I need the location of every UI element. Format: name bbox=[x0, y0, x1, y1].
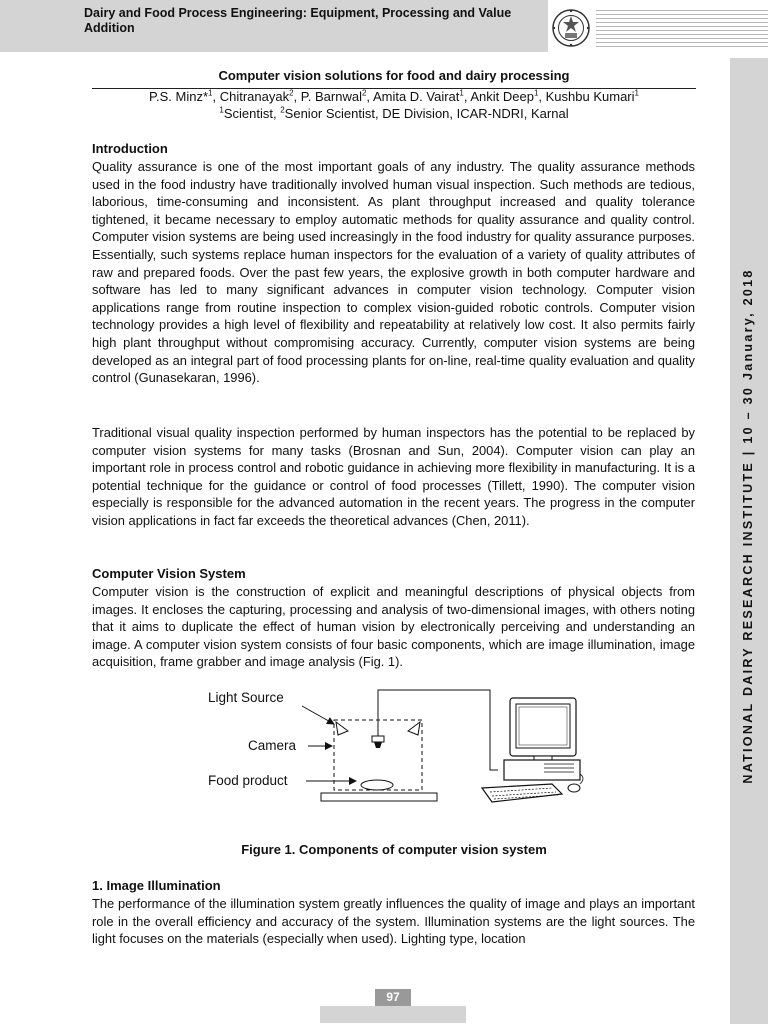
author-affiliation-mark: 1 bbox=[634, 88, 639, 98]
figure-caption: Figure 1. Components of computer vision system bbox=[241, 842, 547, 857]
introduction-paragraph-1: Quality assurance is one of the most important goals of any industry. The quality assurance methods used in the food industry have traditionally involved human visual inspection. Such methods are tedious, laborious, time-consuming and inconsistent. As plant throughput increased and quality tolerance tightened, it became necessary to employ automatic methods for quality assurance and quality control. Computer vision systems are being used increasingly in the food industry for quality assurance purposes. Essentially, such systems replace human inspectors for the evaluation of a variety of quality attributes of raw and prepared foods. Over the past few years, the explosive growth in both computer hardware and software has led to many significant advances in computer vision technology. Computer vision applications range from routine inspection to complex vision-guided robotic controls. Computer vision technology provides a high level of flexibility and repeatability at relatively low cost. It also permits fairly high plant throughput without compromising accuracy. Currently, computer vision systems are being developed as an integral part of food processing plants for on-line, real-time quality evaluation and quality control (Gunasekaran, 1996). bbox=[92, 159, 695, 386]
header-decorative-lines bbox=[596, 10, 768, 50]
label-light-source: Light Source bbox=[208, 690, 284, 705]
light-source-left bbox=[336, 722, 348, 735]
affiliation-mark: 1 bbox=[219, 105, 224, 115]
sidebar-institute-text: NATIONAL DAIRY RESEARCH INSTITUTE | 10 – 30 January, 2018 bbox=[741, 268, 755, 784]
introduction-heading: Introduction bbox=[92, 141, 168, 156]
author-name: P. Barnwal bbox=[300, 89, 362, 104]
page-number: 97 bbox=[375, 989, 411, 1006]
illumination-paragraph-1: The performance of the illumination system greatly influences the quality of image and plays an important role in the overall efficiency and accuracy of the system. Illumination systems are the light sources. The light focuses on the materials (especially when used). Lighting type, location bbox=[92, 896, 695, 947]
author-list: P.S. Minz*$^1$, Chitranayak$^2$, P. Barnwal$^2$, Amita D. Vairat$^1$, Ankit Deep$^1$, Kushbu Kumari$^1$ bbox=[149, 88, 639, 104]
author-affiliation-mark: 1 bbox=[459, 88, 464, 98]
author-affiliation-mark: 1 bbox=[533, 88, 539, 98]
base-plate bbox=[321, 793, 437, 801]
institute-logo-icon bbox=[551, 8, 591, 48]
author-affiliation-mark: 1 bbox=[208, 88, 213, 98]
author-affiliation-mark: 2 bbox=[361, 88, 367, 98]
author-affiliation-mark: 2 bbox=[289, 88, 294, 98]
author-name: Ankit Deep bbox=[470, 89, 534, 104]
food-product bbox=[361, 780, 393, 790]
affiliation-role: Senior Scientist, DE Division, ICAR-NDRI, Karnal bbox=[284, 106, 569, 121]
label-camera: Camera bbox=[248, 738, 297, 753]
illumination-heading: 1. Image Illumination bbox=[92, 878, 221, 893]
introduction-paragraph-2: Traditional visual quality inspection performed by human inspectors has the potential to be replaced by computer vision systems for many tasks (Brosnan and Sun, 2004). Computer vision can play an important role in process control and robotic guidance in achieving more flexibility in manufacturing. It is a potential technique for the guidance or control of food processes (Tillett, 1990). The computer vision especially is responsible for the advanced automation in the recent years. The progress in the computer vision applications in fact far exceeds the theoretical advances (Chen, 2011). bbox=[92, 425, 695, 528]
cvs-paragraph-1: Computer vision is the construction of explicit and meaningful descriptions of physical objects from images. It encloses the capturing, processing and analysis of two-dimensional images, with others noting that it aims to duplicate the effect of human vision by electronically perceiving and understanding an image. A computer vision system consists of four basic components, which are image illumination, image acquisition, frame grabber and image analysis (Fig. 1). bbox=[92, 584, 695, 670]
author-name: Chitranayak bbox=[219, 89, 290, 104]
cvs-heading: Computer Vision System bbox=[92, 566, 246, 581]
running-header-title: Dairy and Food Process Engineering: Equipment, Processing and Value Addition bbox=[84, 6, 512, 35]
paper-title: Computer vision solutions for food and dairy processing bbox=[218, 68, 570, 83]
light-source-right bbox=[408, 722, 420, 735]
author-name: P.S. Minz* bbox=[149, 89, 209, 104]
author-name: Kushbu Kumari bbox=[545, 89, 635, 104]
author-name: Amita D. Vairat bbox=[372, 89, 460, 104]
affiliation-line bbox=[92, 106, 696, 122]
affiliation-mark: 2 bbox=[280, 105, 285, 115]
figure-computer-vision-system bbox=[200, 684, 590, 808]
label-food-product: Food product bbox=[208, 773, 288, 788]
camera-cable bbox=[378, 690, 498, 770]
footer-bar bbox=[320, 1006, 466, 1023]
affiliation-role: Scientist, bbox=[223, 106, 281, 121]
camera bbox=[372, 736, 384, 742]
computer-icon bbox=[482, 698, 583, 802]
